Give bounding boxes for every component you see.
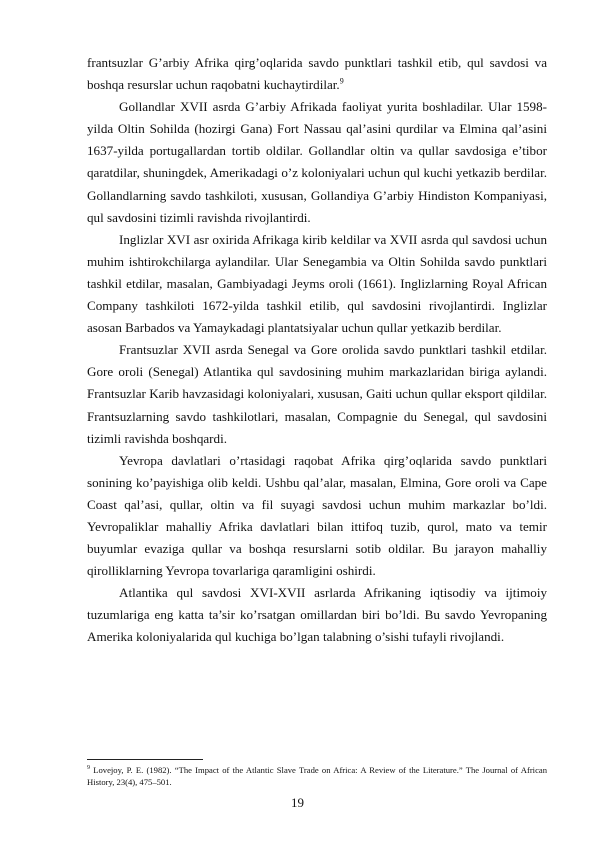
footnote bbox=[87, 765, 547, 788]
paragraph-rivalry: Yevropa davlatlari o’rtasidagi raqobat Afrika qirg’oqlarida savdo punktlari sonining ko’payishiga olib keldi. Ushbu qal’alar, masalan, Elmina, Gore oroli va Cape Coast qal’asi, qullar, oltin va fil suyagi savdosi uchun muhim markazlar bo’ldi. Yevropaliklar mahalliy Afrika davlatlari bilan ittifoq tuzib, qurol, mato va temir buyumlar evaziga qullar va boshqa resurslarni sotib oldilar. Bu jarayon mahalliy qirolliklarning Yevropa tovarlariga qaramligini oshirdi. bbox=[87, 452, 547, 579]
footnote-number: 9 bbox=[87, 765, 90, 772]
footnote-divider bbox=[87, 759, 203, 760]
footnote-text: Lovejoy, P. E. (1982). “The Impact of the Atlantic Slave Trade on Africa: A Review of the Literature.” The Journal of African History, 23(4), 475–501. bbox=[87, 765, 547, 787]
paragraph-french: Frantsuzlar XVII asrda Senegal va Gore orolida savdo punktlari tashkil etdilar. Gore oroli (Senegal) Atlantika qul savdosining muhim markazlaridan biriga aylandi. Frantsuzlar Karib havzasidagi koloniyalari, xususan, Gaiti uchun qullar eksport qildilar. Frantsuzlarning savdo tashkilotlari, masalan, Compagnie du Senegal, qul savdosini tizimli ravishda boshqardi. bbox=[87, 342, 547, 446]
paragraph-atlantic-trade: Atlantika qul savdosi XVI-XVII asrlarda Afrikaning iqtisodiy va ijtimoiy tuzumlariga eng katta ta’sir ko’rsatgan omillardan biri bo’ldi. Bu savdo Yevropaning Amerika koloniyalarida qul kuchiga bo’lgan talabning o’sishi tufayli rivojlandi. bbox=[87, 585, 547, 645]
footnote-reference: 9 bbox=[339, 76, 344, 86]
paragraph-continuation bbox=[87, 52, 547, 96]
body-text bbox=[87, 52, 547, 649]
paragraph-text: frantsuzlar G’arbiy Afrika qirg’oqlarida savdo punktlari tashkil etib, qul savdosi va boshqa resurslar uchun raqobatni kuchaytirdilar. bbox=[87, 55, 547, 93]
paragraph-english: Inglizlar XVI asr oxirida Afrikaga kirib keldilar va XVII asrda qul savdosi uchun muhim ishtirokchilarga aylandilar. Ular Senegambia va Oltin Sohilda savdo punktlari tashkil etdilar, masalan, Gambiyadagi Jeyms oroli (1661). Inglizlarning Royal African Company tashkiloti 1672-yilda tashkil etilib, qul savdosini rivojlantirdi. Inglizlar asosan Barbados va Yamaykadagi plantatsiyalar uchun qullar yetkazib berdilar. bbox=[87, 231, 547, 336]
paragraph-dutch: Gollandlar XVII asrda G’arbiy Afrikada faoliyat yurita boshladilar. Ular 1598-yilda Oltin Sohilda (hozirgi Gana) Fort Nassau qal’asini qurdilar va Elmina qal’asini 1637-yilda portugallardan tortib oldilar. Gollandlar oltin va qullar savdosiga e’tibor qaratdilar, shuningdek, Amerikadagi o’z koloniyalari uchun qul kuchi yetkazib berdilar. Gollandlarning savdo tashkiloti, xususan, Gollandiya G’arbiy Hindiston Kompaniyasi, qul savdosini tizimli ravishda rivojlantirdi. bbox=[87, 99, 547, 225]
page-number: 19 bbox=[291, 795, 304, 810]
